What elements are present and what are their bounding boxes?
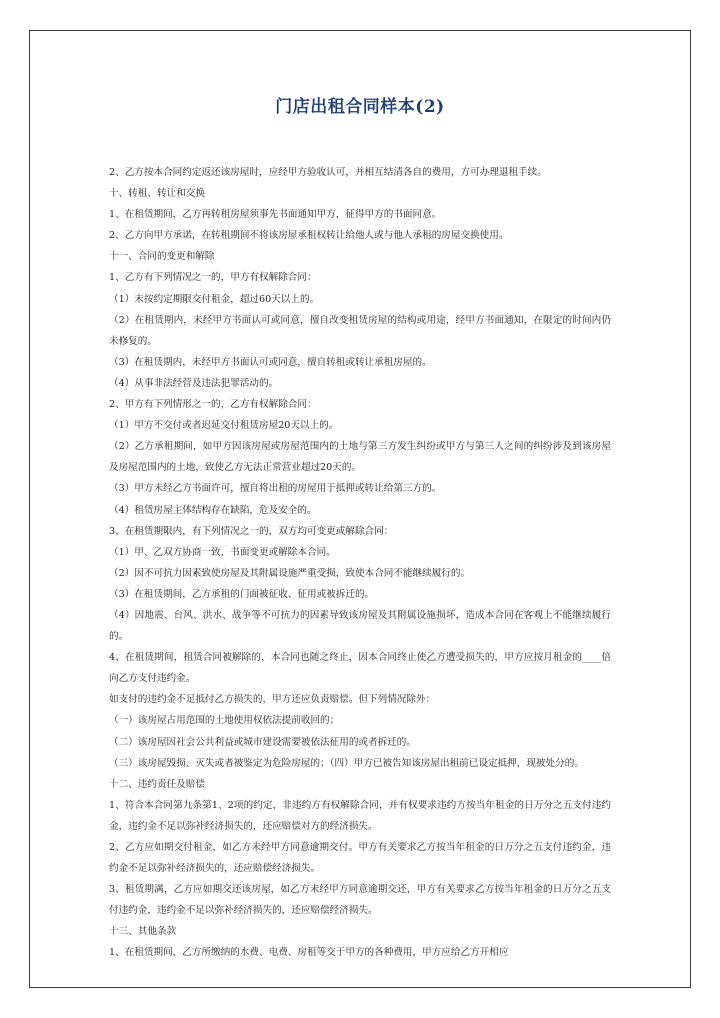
document-body xyxy=(109,162,611,964)
list-item: （三）该房屋毁损、灭失或者被鉴定为危险房屋的；（四）甲方已被告知该房屋出租前已设定抵押，现被处分的。 xyxy=(109,757,584,769)
list-item: （3）在租赁期间，乙方承租的门面被征收、征用或被拆迁的。 xyxy=(109,588,375,600)
document-title: 门店出租合同样本(2) xyxy=(275,97,445,117)
list-item: （一）该房屋占用范围的土地使用权依法提前收回的； xyxy=(109,715,340,727)
list-item: （3）在租赁期内，未经甲方书面认可或同意，擅自转租或转让承租房屋的。 xyxy=(109,356,432,368)
paragraph: 2、甲方有下列情形之一的，乙方有权解除合同： xyxy=(109,399,317,411)
paragraph: 如支付的违约金不足抵付乙方损失的，甲方还应负责赔偿。但下列情况除外： xyxy=(109,694,436,706)
paragraph: 2、乙方应如期交付租金，如乙方未经甲方同意逾期交付。甲方有关要求乙方按当年租金的日万分之五支付违约金，违约金不足以弥补经济损失的，还应赔偿经济损失。 xyxy=(109,842,611,875)
list-item: （2）乙方承租期间，如甲方因该房屋或房屋范围内的土地与第三方发生纠纷或甲方与第三人之间的纠纷涉及到该房屋及房屋范围内的土地，致使乙方无法正常营业超过20天的。 xyxy=(109,441,611,474)
section-heading: 十三、其他条款 xyxy=(109,926,177,938)
paragraph: 1、在租赁期间，乙方再转租房屋须事先书面通知甲方，征得甲方的书面同意。 xyxy=(109,209,442,221)
list-item: （1）未按约定期限交付租金，超过60天以上的。 xyxy=(109,293,320,305)
list-item: （4）从事非法经营及违法犯罪活动的。 xyxy=(109,377,279,389)
paragraph: 3、在租赁期限内，有下列情况之一的，双方均可变更或解除合同： xyxy=(109,525,394,537)
paragraph: 1、在租赁期间，乙方所缴纳的水费、电费、房租等交于甲方的各种费用，甲方应给乙方开相应 xyxy=(109,947,509,959)
paragraph: 1、符合本合同第九条第1、2项的约定，非违约方有权解除合同，并有权要求违约方按当年租金的日万分之五支付违约金，违约金不足以弥补经济损失的，还应赔偿对方的经济损失。 xyxy=(109,799,611,832)
list-item: （1）甲方不交付或者迟延交付租赁房屋20天以上的。 xyxy=(109,420,339,432)
list-item: （2）在租赁期内，未经甲方书面认可或同意，擅自改变租赁房屋的结构或用途，经甲方书面通知，在限定的时间内仍未修复的。 xyxy=(109,314,611,347)
paragraph: 1、乙方有下列情况之一的，甲方有权解除合同： xyxy=(109,272,317,284)
paragraph: 3、租赁期满，乙方应如期交还该房屋，如乙方未经甲方同意逾期交还，甲方有关要求乙方按当年租金的日万分之五支付违约金，违约金不足以弥补经济损失的，还应赔偿经济损失。 xyxy=(109,884,611,917)
paragraph: 2、乙方按本合同约定返还该房屋时，应经甲方验收认可，并相互结清各自的费用，方可办理退租手续。 xyxy=(109,167,547,178)
section-heading: 十、转租、转让和交换 xyxy=(109,188,205,200)
list-item: （2）因不可抗力因素致使房屋及其附属设施严重受损，致使本合同不能继续履行的。 xyxy=(109,567,471,579)
list-item: （4）因地震、台风、洪水、战争等不可抗力的因素导致该房屋及其附属设施损坏，造成本合同在客观上不能继续履行的。 xyxy=(109,609,611,643)
list-item: （3）甲方未经乙方书面许可，擅自将出租的房屋用于抵押或转让给第三方的。 xyxy=(109,483,442,495)
list-item: （1）甲、乙双方协商一致，书面变更或解除本合同。 xyxy=(109,546,336,558)
section-heading: 十一、合同的变更和解除 xyxy=(109,251,215,263)
section-heading: 十二、违约责任及赔偿 xyxy=(109,778,205,790)
list-item: （二）该房屋因社会公共利益或城市建设需要被依法征用的或者拆迁的。 xyxy=(109,736,416,748)
paragraph: 2、乙方向甲方承诺，在转租期间不将该房屋承租权转让给他人或与他人承租的房屋交换使用。 xyxy=(109,230,509,242)
list-item: （4）租赁房屋主体结构存在缺陷，危及安全的。 xyxy=(109,504,317,516)
paragraph: 4、在租赁期间，租赁合同被解除的，本合同也随之终止，因本合同终止使乙方遭受损失的，甲方应按月租金的____倍向乙方支付违约金。 xyxy=(109,652,611,685)
